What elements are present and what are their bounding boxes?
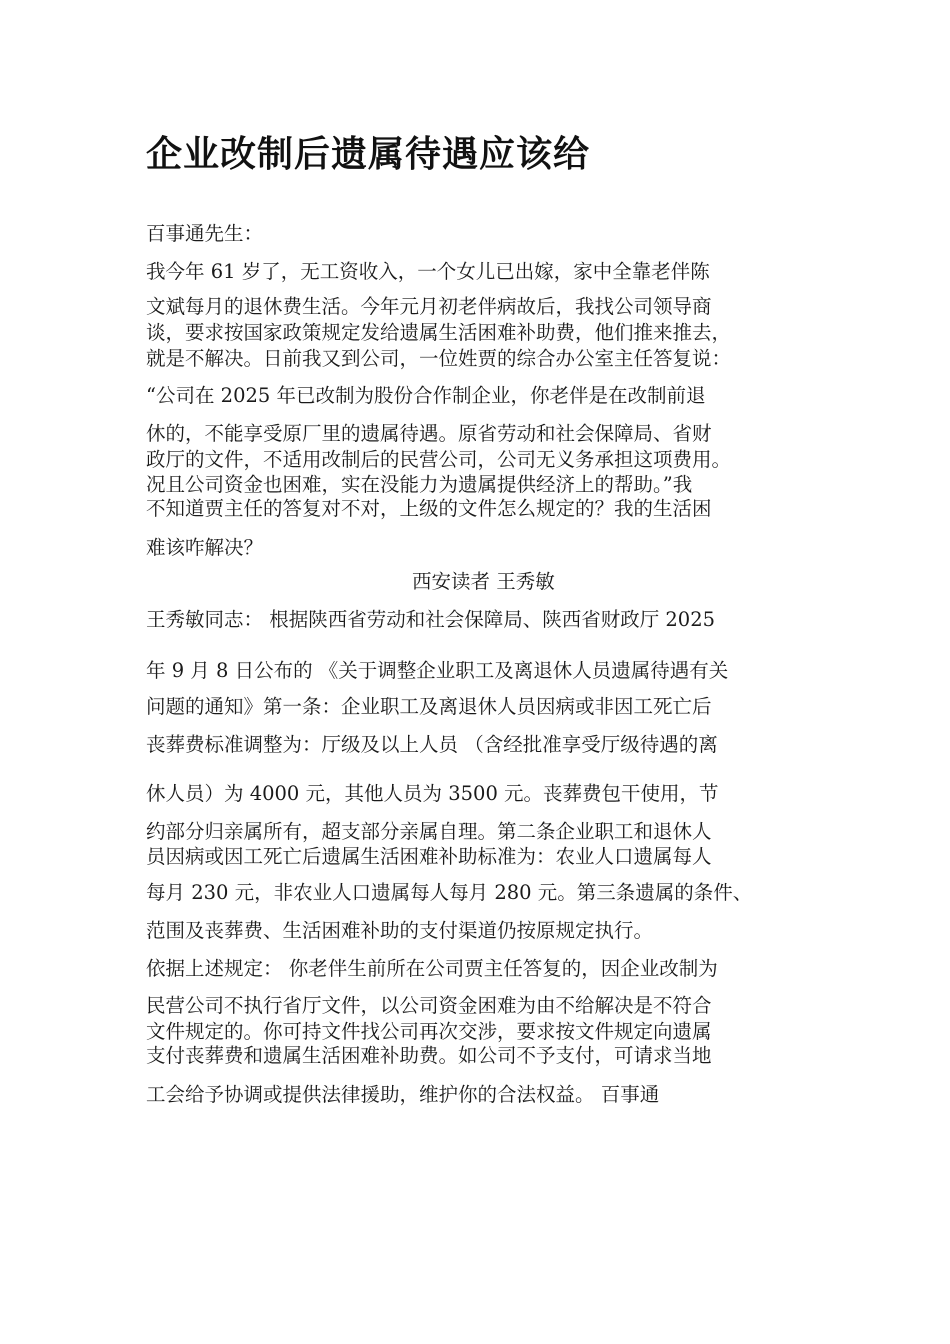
- reply-line: 支付丧葬费和遗属生活困难补助费。如公司不予支付，可请求当地: [146, 1044, 712, 1067]
- letter-salutation: 百事通先生：: [146, 222, 264, 245]
- article-title: 企业改制后遗属待遇应该给: [146, 133, 591, 175]
- reply-line: 民营公司不执行省厅文件，以公司资金困难为由不给解决是不符合: [146, 994, 712, 1017]
- reply-line: 依据上述规定： 你老伴生前所在公司贾主任答复的，因企业改制为: [146, 957, 718, 980]
- reply-line: 丧葬费标准调整为：厅级及以上人员 （含经批准享受厅级待遇的离: [146, 733, 718, 756]
- reply-line: 员因病或因工死亡后遗属生活困难补助标准为：农业人口遗属每人: [146, 845, 712, 868]
- letter-line: 我今年 61 岁了，无工资收入，一个女儿已出嫁，家中全靠老伴陈: [146, 260, 710, 283]
- letter-signature: 西安读者 王秀敏: [412, 570, 555, 593]
- reply-line: 休人员）为 4000 元，其他人员为 3500 元。丧葬费包干使用，节: [146, 782, 719, 805]
- reply-line: 工会给予协调或提供法律援助，维护你的合法权益。 百事通: [146, 1083, 660, 1106]
- letter-line: “公司在 2025 年已改制为股份合作制企业，你老伴是在改制前退: [146, 384, 706, 407]
- letter-line: 谈，要求按国家政策规定发给遗属生活困难补助费，他们推来推去，: [146, 321, 732, 344]
- reply-line: 范围及丧葬费、生活困难补助的支付渠道仍按原规定执行。: [146, 919, 654, 942]
- reply-line: 约部分归亲属所有，超支部分亲属自理。第二条企业职工和退休人: [146, 820, 712, 843]
- reply-line: 文件规定的。你可持文件找公司再次交涉，要求按文件规定向遗属: [146, 1020, 712, 1043]
- reply-line: 每月 230 元，非农业人口遗属每人每月 280 元。第三条遗属的条件、: [146, 881, 753, 904]
- letter-line: 就是不解决。日前我又到公司，一位姓贾的综合办公室主任答复说：: [146, 347, 732, 370]
- reply-line: 年 9 月 8 日公布的 《关于调整企业职工及离退休人员遗属待遇有关: [146, 659, 729, 682]
- letter-line: 休的，不能享受原厂里的遗属待遇。原省劳动和社会保障局、省财: [146, 422, 712, 445]
- reply-line: 问题的通知》第一条：企业职工及离退休人员因病或非因工死亡后: [146, 695, 712, 718]
- letter-line: 政厅的文件，不适用改制后的民营公司，公司无义务承担这项费用。: [146, 448, 732, 471]
- letter-line: 难该咋解决？: [146, 536, 264, 559]
- letter-line: 况且公司资金也困难，实在没能力为遗属提供经济上的帮助。”我: [146, 473, 693, 496]
- letter-line: 不知道贾主任的答复对不对，上级的文件怎么规定的？我的生活困: [146, 497, 712, 520]
- reply-line: 王秀敏同志： 根据陕西省劳动和社会保障局、陕西省财政厅 2025: [146, 608, 716, 631]
- letter-line: 文斌每月的退休费生活。今年元月初老伴病故后，我找公司领导商: [146, 295, 712, 318]
